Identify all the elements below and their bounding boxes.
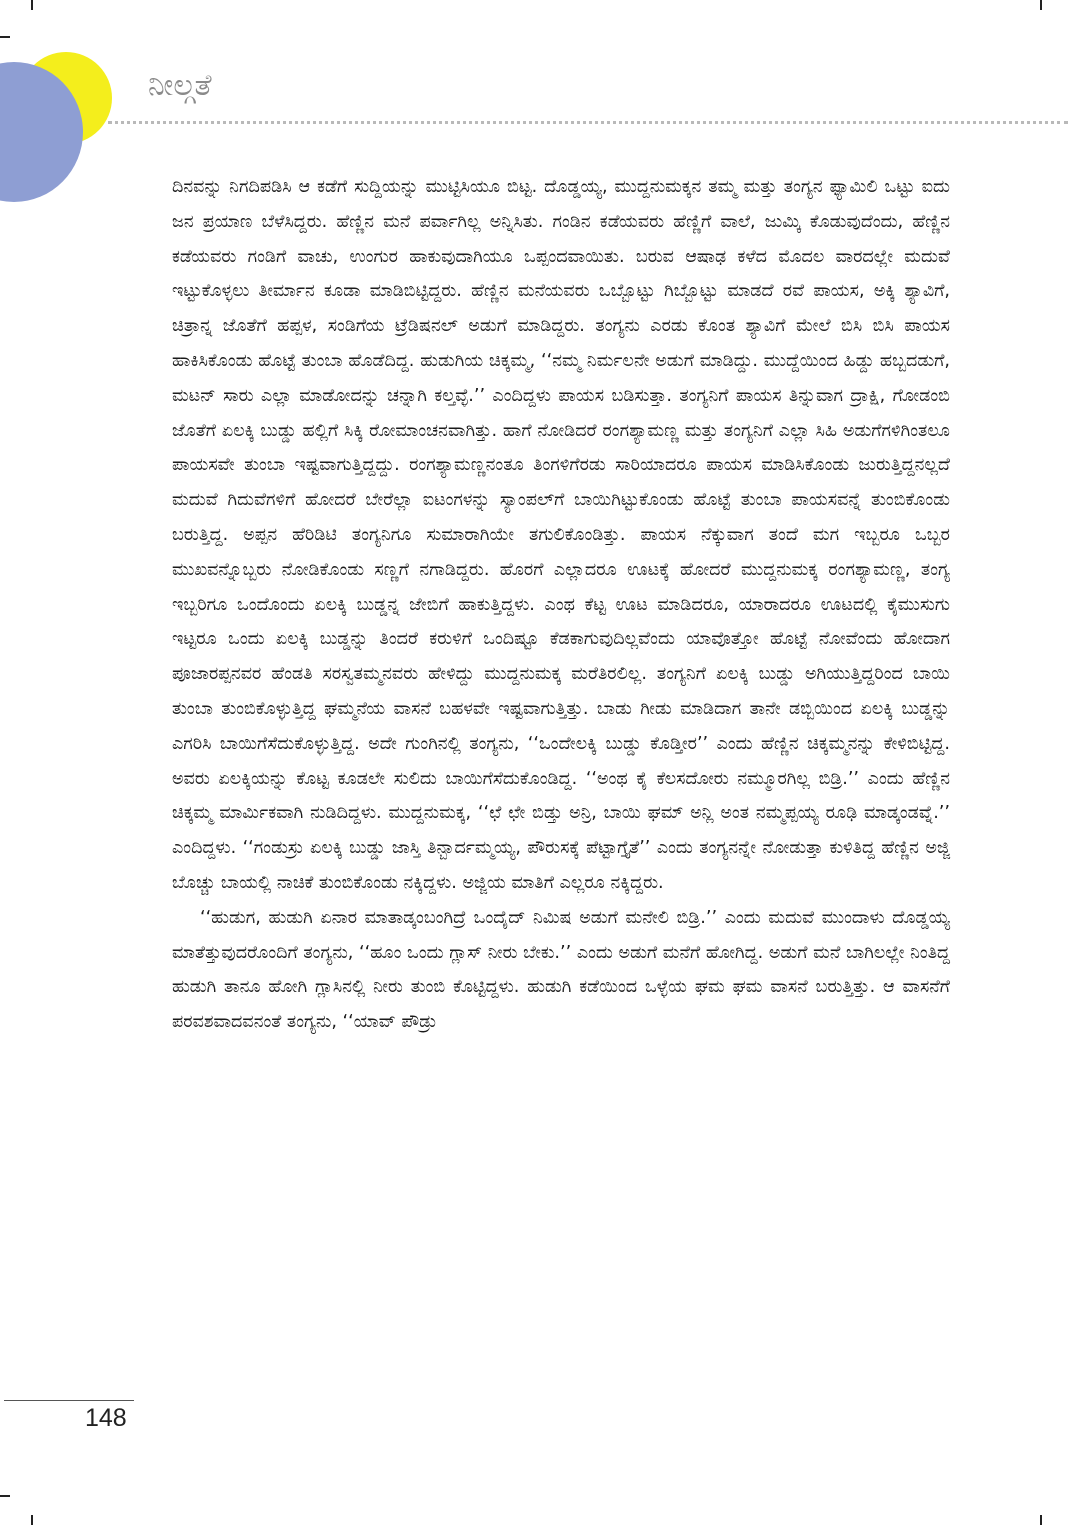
body-paragraph: ‘‘ಹುಡುಗ, ಹುಡುಗಿ ಏನಾರ ಮಾತಾಡ್ಕಂಬಂಗಿದ್ರೆ ಒಂದೈದ್ ನಿಮಿಷ ಅಡುಗೆ ಮನೇಲಿ ಬಿಡ್ರಿ.’’ ಎಂದು ಮದುವೆ ಮುಂದಾಳು ದೊಡ್ಡಯ್ಯ ಮಾತೆತ್ತುವುದರೊಂದಿಗೆ ತಂಗ್ಯನು, ‘‘ಹೂಂ ಒಂದು ಗ್ಲಾಸ್ ನೀರು ಬೇಕು.’’ ಎಂದು ಅಡುಗೆ ಮನೆಗೆ ಹೋಗಿದ್ದ. ಅಡುಗೆ ಮನೆ ಬಾಗಿಲಲ್ಲೇ ನಿಂತಿದ್ದ ಹುಡುಗಿ ತಾನೂ ಹೋಗಿ ಗ್ಲಾಸಿನಲ್ಲಿ ನೀರು ತುಂಬಿ ಕೊಟ್ಟಿದ್ದಳು. ಹುಡುಗಿ ಕಡೆಯಿಂದ ಒಳ್ಳೆಯ ಘಮ ಘಮ ವಾಸನೆ ಬರುತ್ತಿತ್ತು. ಆ ವಾಸನೆಗೆ ಪರವಶವಾದವನಂತೆ ತಂಗ್ಯನು, ‘‘ಯಾವ್ ಪೌಡ್ರು: [172, 907, 950, 1033]
crop-mark-left-bottom: [0, 1495, 10, 1497]
crop-mark-left-top: [0, 36, 10, 38]
crop-mark-bottom-right: [1040, 1515, 1042, 1525]
crop-mark-top-right: [1040, 0, 1042, 10]
page-number: 148: [85, 1404, 127, 1432]
body-paragraph: ದಿನವನ್ನು ನಿಗದಿಪಡಿಸಿ ಆ ಕಡೆಗೆ ಸುದ್ದಿಯನ್ನು ಮುಟ್ಟಿಸಿಯೂ ಬಿಟ್ಟ. ದೊಡ್ಡಯ್ಯ, ಮುದ್ದನುಮಕ್ಕನ ತಮ್ಮ ಮತ್ತು ತಂಗ್ಯನ ಫ್ಯಾಮಿಲಿ ಒಟ್ಟು ಐದು ಜನ ಪ್ರಯಾಣ ಬೆಳೆಸಿದ್ದರು. ಹೆಣ್ಣಿನ ಮನೆ ಪರ್ವಾಗಿಲ್ಲ ಅನ್ನಿಸಿತು. ಗಂಡಿನ ಕಡೆಯವರು ಹೆಣ್ಣಿಗೆ ವಾಲೆ, ಜುಮ್ಕಿ ಕೊಡುವುದೆಂದು, ಹೆಣ್ಣಿನ ಕಡೆಯವರು ಗಂಡಿಗೆ ವಾಚು, ಉಂಗುರ ಹಾಕುವುದಾಗಿಯೂ ಒಪ್ಪಂದವಾಯಿತು. ಬರುವ ಆಷಾಢ ಕಳೆದ ಮೊದಲ ವಾರದಲ್ಲೇ ಮದುವೆ ಇಟ್ಟುಕೊಳ್ಳಲು ತೀರ್ಮಾನ ಕೂಡಾ ಮಾಡಿಬಿಟ್ಟಿದ್ದರು. ಹೆಣ್ಣಿನ ಮನೆಯವರು ಒಬ್ಬೊಟ್ಟು ಗಿಬ್ಬೊಟ್ಟು ಮಾಡದೆ ರವೆ ಪಾಯಸ, ಅಕ್ಕಿ ಶ್ಯಾವಿಗೆ, ಚಿತ್ರಾನ್ನ ಜೊತೆಗೆ ಹಪ್ಪಳ, ಸಂಡಿಗೆಯ ಟ್ರೆಡಿಷನಲ್ ಅಡುಗೆ ಮಾಡಿದ್ದರು. ತಂಗ್ಯನು ಎರಡು ಕೊಂತ ಶ್ಯಾವಿಗೆ ಮೇಲೆ ಬಿಸಿ ಬಿಸಿ ಪಾಯಸ ಹಾಕಿಸಿಕೊಂಡು ಹೊಟ್ಟೆ ತುಂಬಾ ಹೊಡೆದಿದ್ದ. ಹುಡುಗಿಯ ಚಿಕ್ಕಮ್ಮ, ‘‘ನಮ್ಮ ನಿರ್ಮಲನೇ ಅಡುಗೆ ಮಾಡಿದ್ದು. ಮುದ್ದೆಯಿಂದ ಹಿಡ್ದು ಹಬ್ಬದಡುಗೆ, ಮಟನ್ ಸಾರು ಎಲ್ಲಾ ಮಾಡೋದನ್ನು ಚನ್ನಾಗಿ ಕಲ್ತವ್ಳೆ.’’ ಎಂದಿದ್ದಳು ಪಾಯಸ ಬಡಿಸುತ್ತಾ. ತಂಗ್ಯನಿಗೆ ಪಾಯಸ ತಿನ್ನುವಾಗ ದ್ರಾಕ್ಷಿ, ಗೋಡಂಬಿ ಜೊತೆಗೆ ಏಲಕ್ಕಿ ಬುಡ್ಡು ಹಲ್ಲಿಗೆ ಸಿಕ್ಕಿ ರೋಮಾಂಚನವಾಗಿತ್ತು. ಹಾಗೆ ನೋಡಿದರೆ ರಂಗಶ್ಯಾಮಣ್ಣ ಮತ್ತು ತಂಗ್ಯನಿಗೆ ಎಲ್ಲಾ ಸಿಹಿ ಅಡುಗೆಗಳಿಗಿಂತಲೂ ಪಾಯಸವೇ ತುಂಬಾ ಇಷ್ಟವಾಗುತ್ತಿದ್ದದ್ದು. ರಂಗಶ್ಯಾಮಣ್ಣನಂತೂ ತಿಂಗಳಿಗೆರಡು ಸಾರಿಯಾದರೂ ಪಾಯಸ ಮಾಡಿಸಿಕೊಂಡು ಜುರುತ್ತಿದ್ದನಲ್ಲದೆ ಮದುವೆ ಗಿದುವೆಗಳಿಗೆ ಹೋದರೆ ಬೇರೆಲ್ಲಾ ಐಟಂಗಳನ್ನು ಸ್ಯಾಂಪಲ್‌ಗೆ ಬಾಯಿಗಿಟ್ಟುಕೊಂಡು ಹೊಟ್ಟೆ ತುಂಬಾ ಪಾಯಸವನ್ನೆ ತುಂಬಿಕೊಂಡು ಬರುತ್ತಿದ್ದ. ಅಪ್ಪನ ಹೆರಿಡಿಟಿ ತಂಗ್ಯನಿಗೂ ಸುಮಾರಾಗಿಯೇ ತಗುಲಿಕೊಂಡಿತ್ತು. ಪಾಯಸ ನೆಕ್ಕುವಾಗ ತಂದೆ ಮಗ ಇಬ್ಬರೂ ಒಬ್ಬರ ಮುಖವನ್ನೊಬ್ಬರು ನೋಡಿಕೊಂಡು ಸಣ್ಣಗೆ ನಗಾಡಿದ್ದರು. ಹೊರಗೆ ಎಲ್ಲಾದರೂ ಊಟಕ್ಕೆ ಹೋದರೆ ಮುದ್ದನುಮಕ್ಕ ರಂಗಶ್ಯಾಮಣ್ಣ, ತಂಗ್ಯ ಇಬ್ಬರಿಗೂ ಒಂದೊಂದು ಏಲಕ್ಕಿ ಬುಡ್ಡನ್ನ ಜೇಬಿಗೆ ಹಾಕುತ್ತಿದ್ದಳು. ಎಂಥ ಕೆಟ್ಟ ಊಟ ಮಾಡಿದರೂ, ಯಾರಾದರೂ ಊಟದಲ್ಲಿ ಕೈಮುಸುಗು ಇಟ್ಟರೂ ಒಂದು ಏಲಕ್ಕಿ ಬುಡ್ಡನ್ನು ತಿಂದರೆ ಕರುಳಿಗೆ ಒಂದಿಷ್ಟೂ ಕೆಡಕಾಗುವುದಿಲ್ಲವೆಂದು ಯಾವೊತ್ತೋ ಹೊಟ್ಟೆ ನೋವೆಂದು ಹೋದಾಗ ಪೂಜಾರಪ್ಪನವರ ಹೆಂಡತಿ ಸರಸ್ವತಮ್ಮನವರು ಹೇಳಿದ್ದು ಮುದ್ದನುಮಕ್ಕ ಮರೆತಿರಲಿಲ್ಲ. ತಂಗ್ಯನಿಗೆ ಏಲಕ್ಕಿ ಬುಡ್ಡು ಅಗಿಯುತ್ತಿದ್ದರಿಂದ ಬಾಯಿ ತುಂಬಾ ತುಂಬಿಕೊಳ್ಳುತ್ತಿದ್ದ ಘಮ್ಮನೆಯ ವಾಸನೆ ಬಹಳವೇ ಇಷ್ಟವಾಗುತ್ತಿತ್ತು. ಬಾಡು ಗೀಡು ಮಾಡಿದಾಗ ತಾನೇ ಡಬ್ಬಿಯಿಂದ ಏಲಕ್ಕಿ ಬುಡ್ಡನ್ನು ಎಗರಿಸಿ ಬಾಯಿಗೆಸೆದುಕೊಳ್ಳುತ್ತಿದ್ದ. ಅದೇ ಗುಂಗಿನಲ್ಲಿ ತಂಗ್ಯನು, ‘‘ಒಂದೇಲಕ್ಕಿ ಬುಡ್ಡು ಕೊಡ್ತೀರ’’ ಎಂದು ಹೆಣ್ಣಿನ ಚಿಕ್ಕಮ್ಮನನ್ನು ಕೇಳಿಬಿಟ್ಟಿದ್ದ. ಅವರು ಏಲಕ್ಕಿಯನ್ನು ಕೊಟ್ಟ ಕೂಡಲೇ ಸುಲಿದು ಬಾಯಿಗೆಸೆದುಕೊಂಡಿದ್ದ. ‘‘ಅಂಥ ಕೈ ಕೆಲಸದೋರು ನಮ್ಮೂರಗಿಲ್ಲ ಬಿಡ್ರಿ.’’ ಎಂದು ಹೆಣ್ಣಿನ ಚಿಕ್ಕಮ್ಮ ಮಾರ್ಮಿಕವಾಗಿ ನುಡಿದಿದ್ದಳು. ಮುದ್ದನುಮಕ್ಕ, ‘‘ಛೆ ಛೇ ಬಿಡ್ತು ಅನ್ರಿ, ಬಾಯಿ ಘಮ್ ಅನ್ಲಿ ಅಂತ ನಮ್ಮಪ್ಪಯ್ಯ ರೂಢಿ ಮಾಡ್ಕಂಡವ್ನೆ.’’ ಎಂದಿದ್ದಳು. ‘‘ಗಂಡುಸ್ರು ಏಲಕ್ಕಿ ಬುಡ್ಡು ಜಾಸ್ತಿ ತಿನ್ಬಾರ್ದಮ್ಮಯ್ಯ, ಪೌರುಸಕ್ಕೆ ಪೆಟ್ಟಾಗ್ತೈತೆ’’ ಎಂದು ತಂಗ್ಯನನ್ನೇ ನೋಡುತ್ತಾ ಕುಳಿತಿದ್ದ ಹೆಣ್ಣಿನ ಅಜ್ಜಿ ಬೊಚ್ಚು ಬಾಯಲ್ಲಿ ನಾಚಿಕೆ ತುಂಬಿಕೊಂಡು ನಕ್ಕಿದ್ದಳು. ಅಜ್ಜಿಯ ಮಾತಿಗೆ ಎಲ್ಲರೂ ನಕ್ಕಿದ್ದರು.: [172, 177, 950, 893]
story-body-text: [172, 170, 950, 1040]
footer-rule: [4, 1400, 134, 1401]
header-dotted-rule: [108, 121, 1068, 124]
crop-mark-bottom-left: [31, 1515, 33, 1525]
crop-mark-top-left: [31, 0, 33, 10]
running-header-title: ನೀಲ್ಗತೆ: [148, 68, 212, 103]
